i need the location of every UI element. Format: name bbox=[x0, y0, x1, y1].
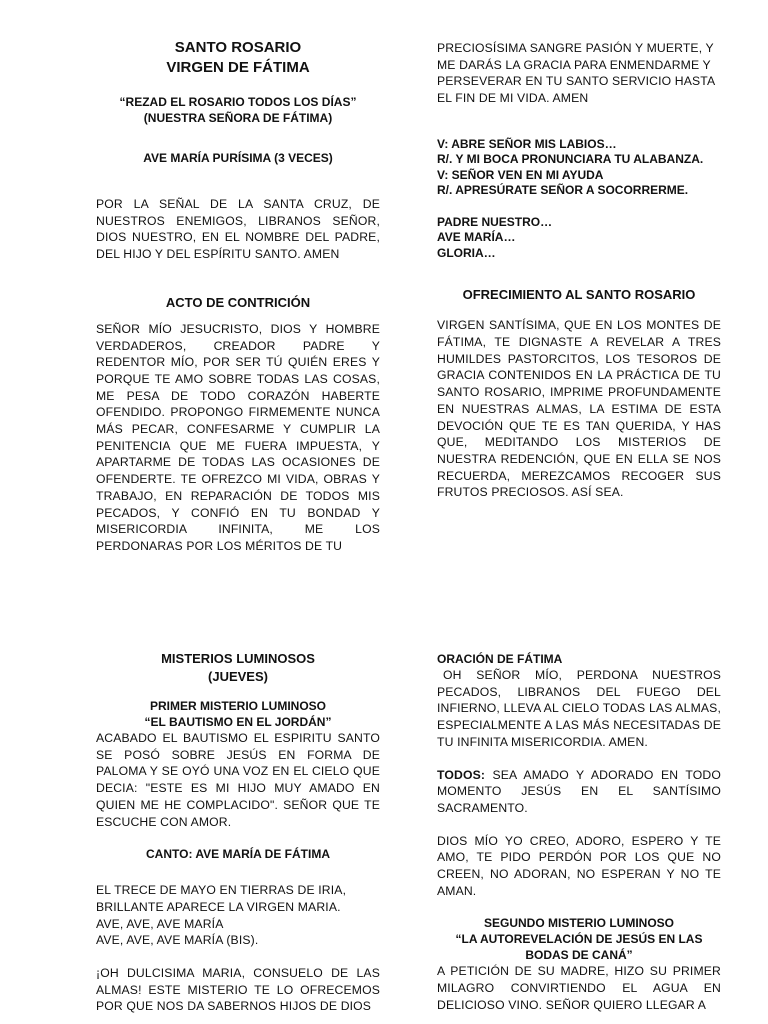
contricion-continuation-text: PRECIOSÍSIMA SANGRE PASIÓN Y MUERTE, Y ME DARÁS LA GRACIA PARA ENMENDARME Y PERSEVERAR EN TU SANTO SERVICIO HASTA EL FIN DE MI VIDA. AMEN bbox=[437, 41, 715, 106]
ofrecimiento-text: VIRGEN SANTÍSIMA, QUE EN LOS MONTES DE FÁTIMA, TE DIGNASTE A REVELAR A TRES HUMILDES PASTORCITOS, LOS TESOROS DE GRACIA CONTENIDOS EN LA PRÁCTICA DE TU SANTO ROSARIO, IMPRIME PROFUNDAMENTE EN NUESTRAS ALMAS, LA ESTIMA DE ESTA DEVOCIÓN QUE TE ES TAN QUERIDA, Y HAS QUE, MEDITANDO LOS MISTERIOS DE NUESTRA REDENCIÓN, QUE EN ELLA SE NOS RECUERDA, MEREZCAMOS RECOGER SUS FRUTOS PRECIOSOS. ASÍ SEA. bbox=[437, 318, 721, 500]
prayer-item: GLORIA… bbox=[437, 245, 496, 260]
senal-cruz-text: POR LA SEÑAL DE LA SANTA CRUZ, DE NUESTROS ENEMIGOS, LIBRANOS SEÑOR, DIOS NUESTRO, EN EL NOMBRE DEL PADRE, DEL HIJO Y DEL ESPÍRITU SANTO. AMEN bbox=[96, 197, 380, 262]
dulcisima-text: ¡OH DULCISIMA MARIA, CONSUELO DE LAS ALMAS! ESTE MISTERIO TE LO OFRECEMOS POR QUE NOS DA SABERNOS HIJOS DE DIOS bbox=[96, 966, 380, 1014]
response-line: R/. Y MI BOCA PRONUNCIARA TU ALABANZA. bbox=[437, 152, 704, 167]
bottom-left-column bbox=[96, 650, 380, 1015]
contricion-heading: ACTO DE CONTRICIÓN bbox=[165, 294, 311, 310]
top-right-column bbox=[437, 40, 721, 501]
response-line: R/. APRESÚRATE SEÑOR A SOCORRERME. bbox=[437, 183, 689, 198]
canto-heading: CANTO: AVE MARÍA DE FÁTIMA bbox=[146, 847, 330, 862]
segundo-misterio-text: A PETICIÓN DE SU MADRE, HIZO SU PRIMER MILAGRO CONVIRTIENDO EL AGUA EN DELICIOSO VINO. SEÑOR QUIERO LLEGAR A bbox=[437, 964, 721, 1012]
bottom-right-column bbox=[437, 651, 721, 1014]
primer-misterio-text: ACABADO EL BAUTISMO EL ESPIRITU SANTO SE POSÓ SOBRE JESÚS EN FORMA DE PALOMA Y SE OYÓ UNA VOZ EN EL CIELO QUE DECIA: "ESTE ES MI HIJO MUY AMADO EN QUIEN ME HE COMPLACIDO". SEÑOR QUE TE ESCUCHE CON AMOR. bbox=[96, 731, 380, 829]
ofrecimiento-heading: OFRECIMIENTO AL SANTO ROSARIO bbox=[462, 287, 696, 303]
misterios-heading: MISTERIOS LUMINOSOS bbox=[161, 651, 315, 666]
versicle-line: V: SEÑOR VEN EN MI AYUDA bbox=[437, 167, 604, 182]
document-title: SANTO ROSARIO bbox=[174, 39, 302, 56]
todos-body: SEA AMADO Y ADORADO EN TODO MOMENTO JESÚS EN EL SANTÍSIMO SACRAMENTO. bbox=[437, 767, 721, 815]
lyric-line: BRILLANTE APARECE LA VIRGEN MARIA. bbox=[96, 899, 341, 914]
todos-label: TODOS: bbox=[437, 767, 486, 782]
lyric-line: AVE, AVE, AVE MARÍA (BIS). bbox=[96, 933, 259, 948]
quote-line: “REZAD EL ROSARIO TODOS LOS DÍAS” bbox=[119, 95, 357, 109]
dios-mio-text: DIOS MÍO YO CREO, ADORO, ESPERO Y TE AMO, TE PIDO PERDÓN POR LOS QUE NO CREEN, NO ADORAN, NO ESPERAN Y NO TE AMAN. bbox=[437, 833, 721, 898]
lyric-line: AVE, AVE, AVE MARÍA bbox=[96, 916, 224, 931]
prayer-item: AVE MARÍA… bbox=[437, 230, 516, 245]
prayer-item: PADRE NUESTRO… bbox=[437, 214, 553, 229]
versicle-line: V: ABRE SEÑOR MIS LABIOS… bbox=[437, 136, 617, 151]
primer-misterio-title: “EL BAUTISMO EN EL JORDÁN” bbox=[144, 715, 332, 729]
oracion-fatima-text: OH SEÑOR MÍO, PERDONA NUESTROS PECADOS, LIBRANOS DEL FUEGO DEL INFIERNO, LLEVA AL CIELO TODAS LAS ALMAS, ESPECIALMENTE A LAS MÁS NECESITADAS DE TU INFINITA MISERICORDIA. AMEN. bbox=[437, 668, 721, 749]
todos-text bbox=[437, 767, 721, 817]
document-subtitle: VIRGEN DE FÁTIMA bbox=[166, 59, 310, 76]
segundo-misterio-title: “LA AUTOREVELACIÓN DE JESÚS EN LAS BODAS DE CANÁ” bbox=[455, 932, 703, 963]
primer-misterio-heading: PRIMER MISTERIO LUMINOSO bbox=[149, 699, 326, 713]
quote-attribution: (NUESTRA SEÑORA DE FÁTIMA) bbox=[143, 111, 333, 125]
canto-lyrics bbox=[96, 882, 380, 949]
top-left-column bbox=[96, 38, 380, 555]
lyric-line: EL TRECE DE MAYO EN TIERRAS DE IRIA, bbox=[96, 883, 347, 898]
misterios-day: (JUEVES) bbox=[208, 669, 268, 684]
segundo-misterio-heading: SEGUNDO MISTERIO LUMINOSO bbox=[483, 916, 674, 931]
versicle-responses bbox=[437, 137, 721, 199]
contricion-text: SEÑOR MÍO JESUCRISTO, DIOS Y HOMBRE VERDADEROS, CREADOR PADRE Y REDENTOR MÍO, POR SER TÚ QUIÉN ERES Y PORQUE TE AMO SOBRE TODAS LAS COSAS, ME PESA DE TODO CORAZÓN HABERTE OFENDIDO. PROPONGO FIRMEMENTE NUNCA MÁS PECAR, CONFESARME Y CUMPLIR LA PENITENCIA QUE ME FUERA IMPUESTA, Y APARTARME DE TODAS LAS OCASIONES DE OFENDERTE. TE OFREZCO MI VIDA, OBRAS Y TRABAJO, EN REPARACIÓN DE TODOS MIS PECADOS, Y CONFIÓ EN TU BONDAD Y MISERICORDIA INFINITA, ME LOS PERDONARAS POR LOS MÉRITOS DE TU bbox=[96, 321, 380, 553]
prayer-list bbox=[437, 215, 721, 262]
ave-maria-heading: AVE MARÍA PURÍSIMA (3 VECES) bbox=[143, 151, 333, 165]
oracion-fatima-heading: ORACIÓN DE FÁTIMA bbox=[437, 652, 563, 666]
